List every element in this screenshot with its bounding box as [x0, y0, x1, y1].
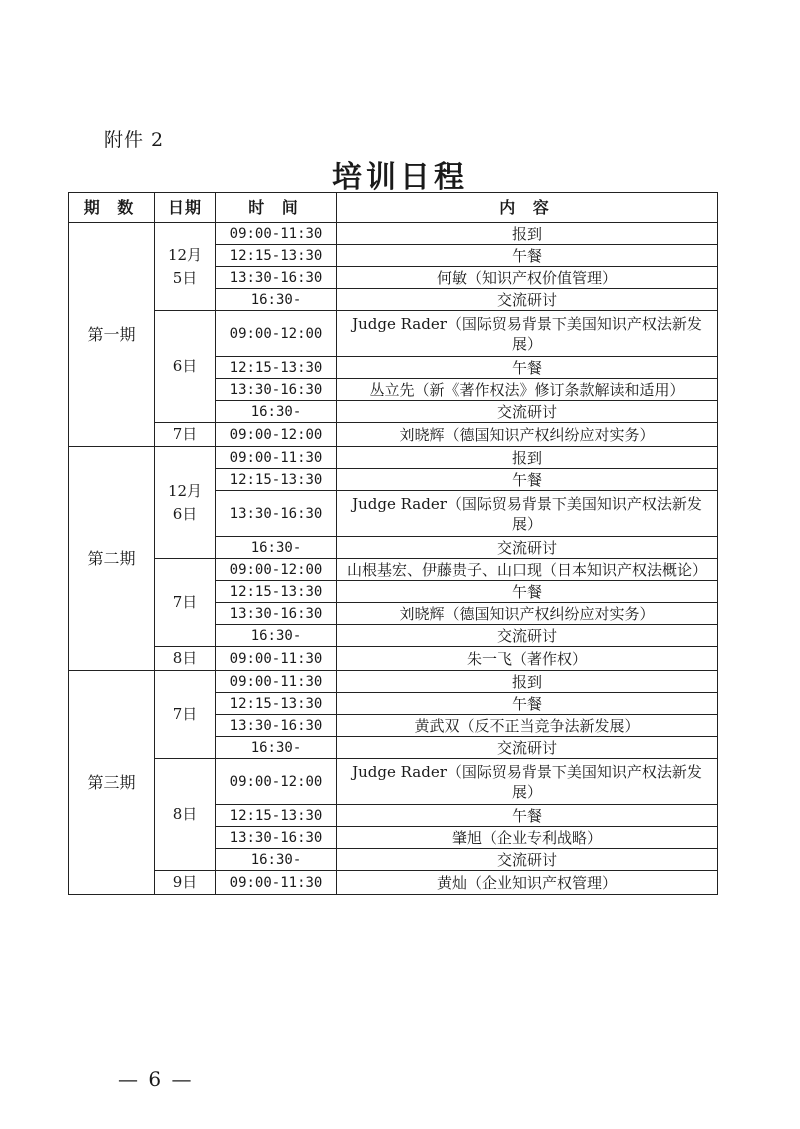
time-cell: 16:30-: [216, 849, 337, 871]
table-row: [69, 447, 718, 469]
content-cell: 交流研讨: [337, 737, 718, 759]
date-cell: 12月 5日: [155, 223, 216, 311]
date-cell: 12月 6日: [155, 447, 216, 559]
column-header-time: 时 间: [216, 193, 337, 223]
table-row: [69, 671, 718, 693]
content-cell: 肇旭（企业专利战略）: [337, 827, 718, 849]
content-cell: 午餐: [337, 469, 718, 491]
content-cell: 丛立先（新《著作权法》修订条款解读和适用）: [337, 379, 718, 401]
annex-label: 附件 2: [104, 129, 165, 151]
table-row: [69, 871, 718, 895]
time-cell: 16:30-: [216, 401, 337, 423]
content-cell: 午餐: [337, 581, 718, 603]
time-cell: 12:15-13:30: [216, 693, 337, 715]
time-cell: 13:30-16:30: [216, 491, 337, 537]
content-cell: Judge Rader（国际贸易背景下美国知识产权法新发展）: [337, 491, 718, 537]
time-cell: 13:30-16:30: [216, 267, 337, 289]
time-cell: 12:15-13:30: [216, 805, 337, 827]
content-cell: Judge Rader（国际贸易背景下美国知识产权法新发展）: [337, 759, 718, 805]
content-cell: 报到: [337, 447, 718, 469]
table-header-row: [69, 193, 718, 223]
content-cell: 报到: [337, 223, 718, 245]
date-cell: 6日: [155, 311, 216, 423]
content-cell: 午餐: [337, 357, 718, 379]
time-cell: 09:00-12:00: [216, 759, 337, 805]
time-cell: 09:00-11:30: [216, 647, 337, 671]
column-header-date: 日期: [155, 193, 216, 223]
time-cell: 09:00-11:30: [216, 447, 337, 469]
time-cell: 13:30-16:30: [216, 827, 337, 849]
content-cell: 刘晓辉（德国知识产权纠纷应对实务）: [337, 423, 718, 447]
column-header-period: 期 数: [69, 193, 155, 223]
period-cell: 第一期: [69, 223, 155, 447]
time-cell: 16:30-: [216, 737, 337, 759]
content-cell: 朱一飞（著作权）: [337, 647, 718, 671]
table-row: [69, 423, 718, 447]
content-cell: 报到: [337, 671, 718, 693]
time-cell: 12:15-13:30: [216, 469, 337, 491]
content-cell: 交流研讨: [337, 849, 718, 871]
content-cell: 交流研讨: [337, 401, 718, 423]
time-cell: 09:00-11:30: [216, 671, 337, 693]
page-title: 培训日程: [332, 160, 468, 195]
time-cell: 09:00-12:00: [216, 559, 337, 581]
period-cell: 第三期: [69, 671, 155, 895]
column-header-content: 内 容: [337, 193, 718, 223]
time-cell: 09:00-12:00: [216, 423, 337, 447]
date-cell: 9日: [155, 871, 216, 895]
page-number: — 6 —: [118, 1067, 194, 1091]
time-cell: 16:30-: [216, 625, 337, 647]
content-cell: Judge Rader（国际贸易背景下美国知识产权法新发展）: [337, 311, 718, 357]
table-row: [69, 223, 718, 245]
date-cell: 7日: [155, 671, 216, 759]
time-cell: 13:30-16:30: [216, 715, 337, 737]
content-cell: 交流研讨: [337, 625, 718, 647]
schedule-body: [69, 223, 718, 895]
table-row: [69, 559, 718, 581]
time-cell: 13:30-16:30: [216, 603, 337, 625]
time-cell: 13:30-16:30: [216, 379, 337, 401]
date-cell: 8日: [155, 647, 216, 671]
time-cell: 12:15-13:30: [216, 357, 337, 379]
table-row: [69, 311, 718, 357]
content-cell: 交流研讨: [337, 537, 718, 559]
content-cell: 午餐: [337, 245, 718, 267]
date-cell: 8日: [155, 759, 216, 871]
time-cell: 16:30-: [216, 537, 337, 559]
date-cell: 7日: [155, 559, 216, 647]
time-cell: 09:00-11:30: [216, 871, 337, 895]
table-row: [69, 647, 718, 671]
date-cell: 7日: [155, 423, 216, 447]
content-cell: 刘晓辉（德国知识产权纠纷应对实务）: [337, 603, 718, 625]
content-cell: 交流研讨: [337, 289, 718, 311]
content-cell: 黄武双（反不正当竞争法新发展）: [337, 715, 718, 737]
content-cell: 黄灿（企业知识产权管理）: [337, 871, 718, 895]
time-cell: 09:00-11:30: [216, 223, 337, 245]
content-cell: 午餐: [337, 693, 718, 715]
training-schedule-table: [68, 192, 718, 895]
content-cell: 山根基宏、伊藤贵子、山口现（日本知识产权法概论）: [337, 559, 718, 581]
time-cell: 09:00-12:00: [216, 311, 337, 357]
table-row: [69, 759, 718, 805]
content-cell: 何敏（知识产权价值管理）: [337, 267, 718, 289]
period-cell: 第二期: [69, 447, 155, 671]
time-cell: 12:15-13:30: [216, 245, 337, 267]
time-cell: 12:15-13:30: [216, 581, 337, 603]
time-cell: 16:30-: [216, 289, 337, 311]
content-cell: 午餐: [337, 805, 718, 827]
